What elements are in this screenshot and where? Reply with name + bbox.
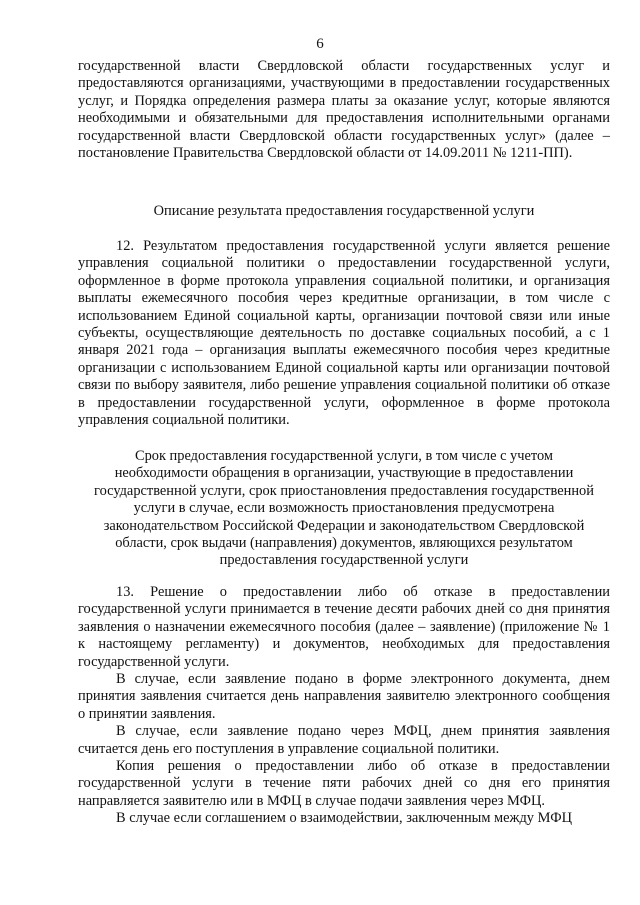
heading-term-line: предоставления государственной услуги <box>219 552 469 569</box>
paragraph-mfc: В случае, если заявление подано через МФЦ, днем принятия заявления считается день его поступления в управление социальной политики. <box>78 723 610 757</box>
section-heading-result: Описание результата предоставления государственной услуги <box>153 203 535 219</box>
paragraph-copy: Копия решения о предоставлении либо об отказе в предоставлении государственной услуги в течение пяти рабочих дней со дня его принятия направляется заявителю или в МФЦ в случае подачи заявления через МФЦ. <box>78 758 610 809</box>
heading-term-line: услуги в случае, если возможность приостановления предусмотрена <box>133 500 555 517</box>
intro-paragraph: государственной власти Свердловской области государственных услуг и предоставляются организациями, участвующими в предоставлении государственных услуг, и Порядка определения размера платы за оказание услуг, которые являются необходимыми и обязательными для предоставления исполнительными органами государственной власти Свердловской области государственных услуг» (далее – постановление Правительства Свердловской области от 14.09.2011 № 1211-ПП). <box>78 58 610 162</box>
paragraph-13-block <box>78 584 610 828</box>
heading-term-line: необходимости обращения в организации, участвующие в предоставлении <box>114 465 574 482</box>
heading-term-line: государственной услуги, срок приостановления предоставления государственной <box>94 482 594 499</box>
heading-term-line: Срок предоставления государственной услуги, в том числе с учетом <box>134 448 554 464</box>
section-heading-term <box>78 448 610 570</box>
intro-paragraph-block <box>78 58 610 162</box>
paragraph-electronic: В случае, если заявление подано в форме электронного документа, днем принятия заявления считается день направления заявителю электронного сообщения о принятии заявления. <box>78 671 610 722</box>
paragraph-agreement: В случае если соглашением о взаимодействии, заключенным между МФЦ <box>116 810 572 827</box>
heading-term-line: законодательством Российской Федерации и законодательством Свердловской <box>103 517 585 534</box>
paragraph-12: 12. Результатом предоставления государственной услуги является решение управления социальной политики о предоставлении государственной услуги, оформленное в форме протокола управления социальной политики, и организация выплаты ежемесячного пособия через кредитные организации, в том числе с использованием Единой социальной карты, организации почтовой связи или иные субъекты, осуществляющие деятельность по доставке социальных пособий, а с 1 января 2021 года – организация выплаты ежемесячного пособия через кредитные организации с использованием Единой социальной карты или организации почтовой связи по выбору заявителя, либо решение управления социальной политики об отказе в предоставлении государственной услуги, оформленное в форме протокола управления социальной политики. <box>78 238 610 429</box>
paragraph-13: 13. Решение о предоставлении либо об отказе в предоставлении государственной услуги принимается в течение десяти рабочих дней со дня принятия заявления о назначении ежемесячного пособия (далее – заявление) (приложение № 1 к настоящему регламенту) и документов, необходимых для предоставления государственной услуги. <box>78 584 610 670</box>
page-number: 6 <box>316 36 324 52</box>
paragraph-12-block <box>78 238 610 429</box>
heading-term-line: области, срок выдачи (направления) документов, являющихся результатом <box>115 535 573 552</box>
